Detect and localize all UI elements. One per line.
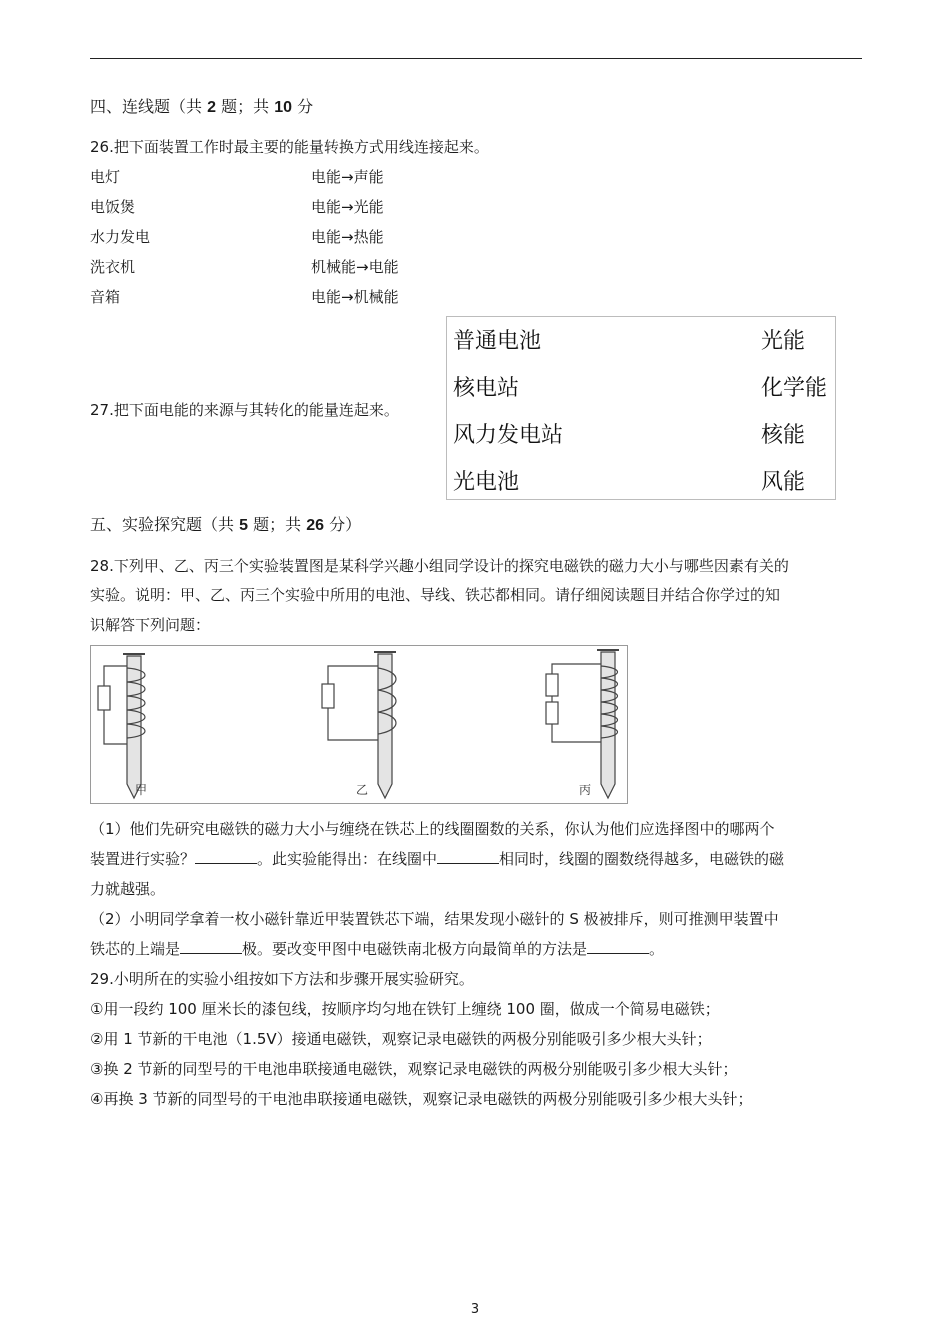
q28-part2-text-b: 极。要改变甲图中电磁铁南北极方向最简单的方法是 bbox=[242, 940, 588, 958]
section-4-title-pre: 四、连线题（共 bbox=[90, 97, 203, 116]
q28-part1-text-a: 装置进行实验？ bbox=[90, 850, 196, 868]
q28-part2-text-c: 。 bbox=[649, 940, 665, 958]
q26-left-item: 电灯 bbox=[90, 168, 121, 186]
section-5-title bbox=[90, 512, 361, 535]
device-yi bbox=[322, 652, 396, 798]
device-bing bbox=[546, 650, 619, 798]
q27-left-item: 光电池 bbox=[453, 470, 520, 495]
q27-right-item: 光能 bbox=[761, 329, 806, 354]
q28-part1-line-2 bbox=[90, 848, 784, 869]
q26-left-item: 电饭煲 bbox=[90, 198, 136, 216]
q27-right-item: 风能 bbox=[761, 470, 806, 495]
section-5-title-pre: 五、实验探究题（共 bbox=[90, 515, 235, 534]
q27-text: 27.把下面电能的来源与其转化的能量连起来。 bbox=[90, 401, 399, 419]
q26-right-item: 电能→光能 bbox=[311, 198, 384, 216]
q28-line-2: 实验。说明：甲、乙、丙三个实验中所用的电池、导线、铁芯都相同。请仔细阅读题目并结合你学过的知 bbox=[90, 586, 781, 604]
q26-right-item: 电能→热能 bbox=[311, 228, 384, 246]
fig-label-yi: 乙 bbox=[356, 783, 369, 797]
q26-left-item: 洗衣机 bbox=[90, 258, 136, 276]
q27-left-item: 风力发电站 bbox=[453, 423, 564, 448]
q27-matching-image bbox=[446, 316, 836, 500]
q27-right-item: 化学能 bbox=[761, 376, 828, 401]
page-number: 3 bbox=[470, 1302, 480, 1317]
q28-part1-text-b: 。此实验能得出：在线圈中 bbox=[257, 850, 438, 868]
section-4-title-post: 分 bbox=[297, 97, 314, 116]
q26-right-item: 电能→声能 bbox=[311, 168, 384, 186]
header-rule bbox=[90, 58, 862, 59]
q29-step: ④再换 3 节新的同型号的干电池串联接通电磁铁，观察记录电磁铁的两极分别能吸引多少根大头针； bbox=[90, 1090, 753, 1108]
answer-blank[interactable] bbox=[587, 939, 649, 954]
q29-step: ③换 2 节新的同型号的干电池串联接通电磁铁，观察记录电磁铁的两极分别能吸引多少根大头针； bbox=[90, 1060, 738, 1078]
section-4-title bbox=[90, 94, 313, 117]
q28-part1-text-c: 相同时，线圈的圈数绕得越多，电磁铁的磁 bbox=[499, 850, 785, 868]
q29-step: ②用 1 节新的干电池（1.5V）接通电磁铁，观察记录电磁铁的两极分别能吸引多少根大头针； bbox=[90, 1030, 712, 1048]
q27-left-item: 普通电池 bbox=[453, 329, 542, 354]
electromagnet-figure bbox=[90, 645, 628, 804]
device-jia bbox=[98, 654, 148, 798]
q28-part2-line-1: （2）小明同学拿着一枚小磁针靠近甲装置铁芯下端，结果发现小磁针的 S 极被排斥，则可推测甲装置中 bbox=[90, 910, 779, 928]
q27-left-item: 核电站 bbox=[453, 376, 520, 401]
q27-right-item: 核能 bbox=[761, 423, 806, 448]
q28-line-1: 28.下列甲、乙、丙三个实验装置图是某科学兴趣小组同学设计的探究电磁铁的磁力大小与哪些因素有关的 bbox=[90, 557, 789, 575]
q28-part2-text-a: 铁芯的上端是 bbox=[90, 940, 181, 958]
q28-line-3: 识解答下列问题： bbox=[90, 616, 211, 634]
section-4-title-mid: 题；共 bbox=[221, 97, 270, 116]
electromagnet-diagram bbox=[91, 646, 627, 803]
answer-blank[interactable] bbox=[180, 939, 242, 954]
q26-left-item: 水力发电 bbox=[90, 228, 151, 246]
q28-part1-line-3: 力就越强。 bbox=[90, 880, 166, 898]
section-4-points: 10 bbox=[274, 99, 293, 116]
section-5-points: 26 bbox=[306, 517, 325, 534]
q26-right-item: 电能→机械能 bbox=[311, 288, 399, 306]
q28-part1-line-1: （1）他们先研究电磁铁的磁力大小与缠绕在铁芯上的线圈圈数的关系，你认为他们应选择图中的哪两个 bbox=[90, 820, 775, 838]
q29-text: 29.小明所在的实验小组按如下方法和步骤开展实验研究。 bbox=[90, 970, 474, 988]
section-5-title-post: 分） bbox=[329, 515, 362, 534]
answer-blank[interactable] bbox=[437, 849, 499, 864]
q26-right-item: 机械能→电能 bbox=[311, 258, 399, 276]
q28-part2-line-2 bbox=[90, 938, 664, 959]
section-4-count: 2 bbox=[207, 99, 217, 116]
fig-label-bing: 丙 bbox=[579, 783, 592, 797]
q26-text: 26.把下面装置工作时最主要的能量转换方式用线连接起来。 bbox=[90, 138, 489, 156]
answer-blank[interactable] bbox=[195, 849, 257, 864]
q26-left-item: 音箱 bbox=[90, 288, 121, 306]
fig-label-jia: 甲 bbox=[135, 783, 148, 797]
section-5-title-mid: 题；共 bbox=[253, 515, 302, 534]
q29-step: ①用一段约 100 厘米长的漆包线，按顺序均匀地在铁钉上缠绕 100 圈，做成一个简易电磁铁； bbox=[90, 1000, 720, 1018]
section-5-count: 5 bbox=[239, 517, 249, 534]
